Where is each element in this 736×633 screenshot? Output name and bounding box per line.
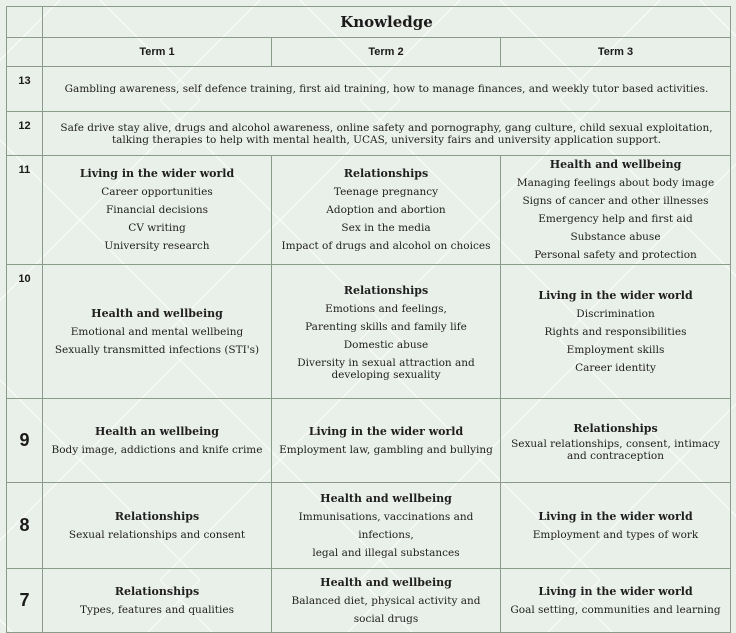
year-label: 10 — [7, 265, 43, 399]
topic-item: Substance abuse — [570, 231, 661, 243]
topic-heading: Relationships — [343, 284, 429, 297]
topic-heading: Living in the wider world — [538, 584, 693, 598]
topic-item: Types, features and qualities — [80, 603, 234, 616]
topic-cell — [272, 483, 501, 569]
topic-cell — [501, 483, 731, 569]
topic-heading: Relationships — [114, 584, 200, 598]
year-label: 13 — [7, 67, 43, 112]
topic-item: Personal safety and protection — [534, 249, 697, 261]
page-title: Knowledge — [43, 7, 731, 38]
term-header: Term 1 — [43, 38, 272, 67]
topic-heading: Health and wellbeing — [320, 575, 452, 589]
topic-item: legal and illegal substances — [312, 546, 460, 559]
year-label: 11 — [7, 156, 43, 265]
knowledge-table — [6, 6, 731, 633]
topic-item: Discrimination — [576, 307, 655, 320]
year-13-summary: Gambling awareness, self defence training, first aid training, how to manage finances, and weekly tutor based activities. — [43, 67, 731, 112]
topic-cell — [272, 569, 501, 633]
topic-item: Employment and types of work — [532, 528, 699, 541]
topic-heading: Health and wellbeing — [320, 491, 452, 505]
year-label: 8 — [7, 483, 43, 569]
topic-item: Career opportunities — [101, 186, 213, 198]
topic-item: Impact of drugs and alcohol on choices — [281, 240, 491, 252]
topic-cell — [43, 265, 272, 399]
topic-cell — [501, 399, 731, 483]
topic-item: Emotional and mental wellbeing — [70, 325, 244, 338]
year-12-summary: Safe drive stay alive, drugs and alcohol awareness, online safety and pornography, gang culture, child sexual exploitation, talking therapies to help with mental health, UCAS, university fairs and university application support. — [43, 112, 731, 156]
topic-item: Employment skills — [566, 343, 665, 356]
topic-item: Sexually transmitted infections (STI's) — [54, 343, 260, 356]
year-label: 12 — [7, 112, 43, 156]
topic-item: Employment law, gambling and bullying — [279, 443, 493, 456]
topic-item: Rights and responsibilities — [544, 325, 687, 338]
topic-item: Teenage pregnancy — [333, 186, 439, 198]
topic-heading: Living in the wider world — [308, 424, 464, 438]
topic-item: Sex in the media — [341, 222, 431, 234]
topic-item: Goal setting, communities and learning — [510, 603, 721, 616]
topic-cell — [272, 399, 501, 483]
topic-cell — [272, 265, 501, 399]
topic-heading: Relationships — [573, 421, 658, 435]
topic-heading: Relationships — [114, 509, 200, 523]
topic-item: Managing feelings about body image — [516, 177, 715, 189]
topic-item: Emergency help and first aid — [538, 213, 693, 225]
topic-item: Emotions and feelings, — [325, 303, 447, 315]
topic-heading: Relationships — [343, 167, 429, 180]
topic-cell — [501, 265, 731, 399]
topic-cell — [501, 156, 731, 265]
year-label: 7 — [7, 569, 43, 633]
topic-heading: Living in the wider world — [538, 509, 693, 523]
topic-heading: Health and wellbeing — [91, 306, 223, 320]
topic-item: CV writing — [128, 222, 186, 234]
topic-item: Sexual relationships, consent, intimacy and contraception — [511, 437, 720, 462]
topic-heading: Living in the wider world — [538, 288, 693, 302]
topic-cell — [43, 399, 272, 483]
topic-cell — [501, 569, 731, 633]
topic-item: Domestic abuse — [343, 339, 429, 351]
topic-item: Body image, addictions and knife crime — [51, 443, 263, 456]
topic-cell — [272, 156, 501, 265]
topic-item: Parenting skills and family life — [305, 321, 467, 333]
corner-cell — [7, 38, 43, 67]
topic-heading: Health and wellbeing — [549, 158, 682, 171]
topic-item: Balanced diet, physical activity and social drugs — [291, 594, 481, 625]
topic-item: Immunisations, vaccinations and infections, — [298, 510, 474, 541]
topic-heading: Living in the wider world — [79, 167, 235, 180]
topic-item: Diversity in sexual attraction and developing sexuality — [297, 357, 475, 381]
topic-heading: Health an wellbeing — [95, 424, 219, 438]
topic-cell — [43, 569, 272, 633]
topic-cell — [43, 156, 272, 265]
topic-item: Adoption and abortion — [326, 204, 446, 216]
year-label: 9 — [7, 399, 43, 483]
term-header: Term 2 — [272, 38, 501, 67]
topic-item: Financial decisions — [105, 204, 209, 216]
topic-item: University research — [104, 240, 210, 252]
topic-item: Sexual relationships and consent — [68, 528, 246, 541]
term-header: Term 3 — [501, 38, 731, 67]
topic-item: Signs of cancer and other illnesses — [522, 195, 709, 207]
topic-cell — [43, 483, 272, 569]
corner-cell — [7, 7, 43, 38]
topic-item: Career identity — [575, 361, 656, 374]
